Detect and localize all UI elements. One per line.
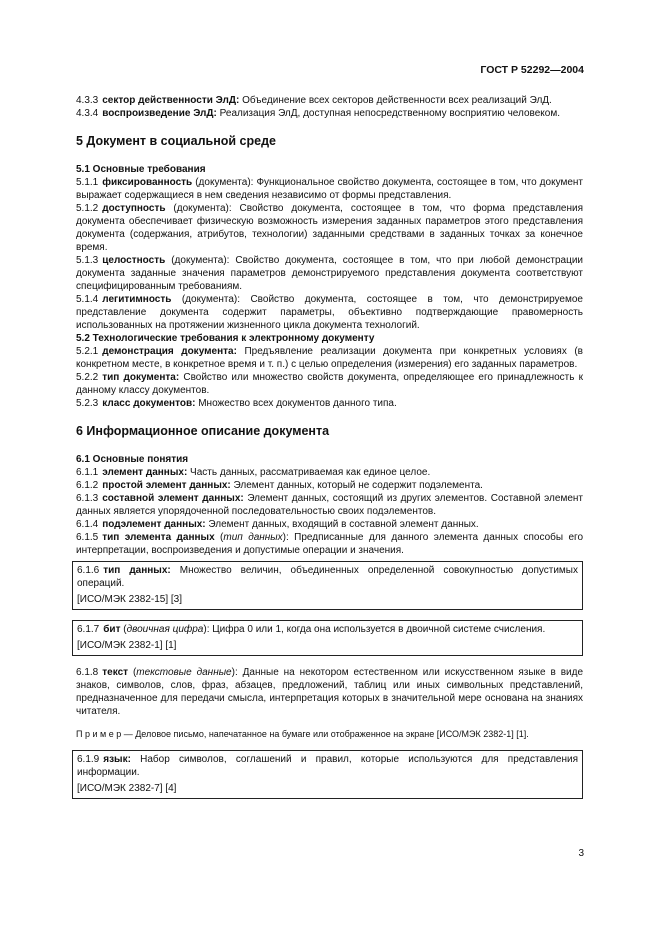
clause-4-3-3: 4.3.3 сектор действенности ЭлД: Объединение всех секторов действенности всех реализаций ЭлД. bbox=[76, 95, 552, 106]
section-6-title: 6 Информационное описание документа bbox=[76, 424, 330, 438]
clause-6-1-3: 6.1.3 составной элемент данных: Элемент данных, состоящий из других элементов. Составной элемент данных является упорядоченной последовательностью своих подэлементов. bbox=[76, 493, 583, 517]
clause-5-1-4: 5.1.4 легитимность (документа): Свойство документа, состоящее в том, что демонстрируемое представление документа содержит параметры, объективно подтверждающие правомерность использованных на протяжении жизненного цикла документа технологий. bbox=[76, 294, 583, 331]
boxed-clause-6-1-6 bbox=[72, 561, 583, 610]
boxed-clause-6-1-9 bbox=[72, 750, 583, 799]
subsection-5-1-title: 5.1 Основные требования bbox=[76, 164, 206, 175]
boxed-clause-6-1-7 bbox=[72, 620, 583, 656]
example-note: П р и м е р — Деловое письмо, напечатанное на бумаге или отображенное на экране [ИСО/МЭК 2382-1] [1]. bbox=[76, 729, 529, 739]
clause-5-2-3: 5.2.3 класс документов: Множество всех документов данного типа. bbox=[76, 398, 397, 409]
clause-6-1-6: 6.1.6 тип данных: Множество величин, объединенных определенной совокупностью допустимых операций. bbox=[77, 565, 578, 589]
section-5-title: 5 Документ в социальной среде bbox=[76, 134, 276, 148]
clause-6-1-1: 6.1.1 элемент данных: Часть данных, рассматриваемая как единое целое. bbox=[76, 467, 431, 478]
source-reference: [ИСО/МЭК 2382-15] [3] bbox=[77, 594, 183, 605]
clause-4-3-4: 4.3.4 воспроизведение ЭлД: Реализация ЭлД, доступная непосредственному восприятию человеком. bbox=[76, 108, 560, 119]
clause-6-1-2: 6.1.2 простой элемент данных: Элемент данных, который не содержит подэлемента. bbox=[76, 480, 483, 491]
clause-6-1-7: 6.1.7 бит (двоичная цифра): Цифра 0 или 1, когда она используется в двоичной системе счисления. bbox=[77, 624, 546, 635]
subsection-5-2-title: 5.2 Технологические требования к электронному документу bbox=[76, 333, 375, 344]
source-reference: [ИСО/МЭК 2382-1] [1] bbox=[77, 640, 177, 651]
clause-6-1-5: 6.1.5 тип элемента данных (тип данных): Предписанные для данного элемента данных способы его интерпретации, воспроизведения и допустимые операции и значения. bbox=[76, 532, 583, 556]
document-id-header: ГОСТ Р 52292—2004 bbox=[480, 64, 584, 76]
clause-6-1-4: 6.1.4 подэлемент данных: Элемент данных, входящий в составной элемент данных. bbox=[76, 519, 479, 530]
clause-5-1-1: 5.1.1 фиксированность (документа): Функциональное свойство документа, состоящее в том, что документ выражает содержащиеся в нем сведения независимо от формы представления. bbox=[76, 177, 583, 201]
clause-6-1-9: 6.1.9 язык: Набор символов, соглашений и правил, которые используются для представления информации. bbox=[77, 754, 578, 778]
source-reference: [ИСО/МЭК 2382-7] [4] bbox=[77, 783, 177, 794]
clause-5-1-3: 5.1.3 целостность (документа): Свойство документа, состоящее в том, что при любой демонстрации документа заданные значения параметров демонстрируемого представления документа соответствуют специфицированным требованиям. bbox=[76, 255, 583, 292]
clause-5-2-2: 5.2.2 тип документа: Свойство или множество свойств документа, определяющее его принадлежность к данному классу документов. bbox=[76, 372, 584, 396]
page-number: 3 bbox=[578, 848, 584, 859]
subsection-6-1-title: 6.1 Основные понятия bbox=[76, 454, 189, 465]
page-content bbox=[76, 94, 583, 799]
clause-6-1-8: 6.1.8 текст (текстовые данные): Данные на некотором естественном или искусственном языке в виде знаков, символов, слов, фраз, абзацев, предложений, таблиц или иных символьных представлений, предназначенное для передачи смысла, интерпретация которых в значительной мере основана на знаниях читателя. bbox=[76, 667, 584, 717]
clause-5-1-2: 5.1.2 доступность (документа): Свойство документа, состоящее в том, что форма представления документа обеспечивает физическую возможность измерения заданных параметров этого представления документа (содержания, атрибутов, технологии) заданными средствами в заданных точках за конечное время. bbox=[76, 203, 583, 253]
clause-5-2-1: 5.2.1 демонстрация документа: Предъявление реализации документа при конкретных условиях (в конкретном месте, в конкретное время и т. п.) с целью определения (измерения) его заданных параметров. bbox=[76, 346, 583, 370]
